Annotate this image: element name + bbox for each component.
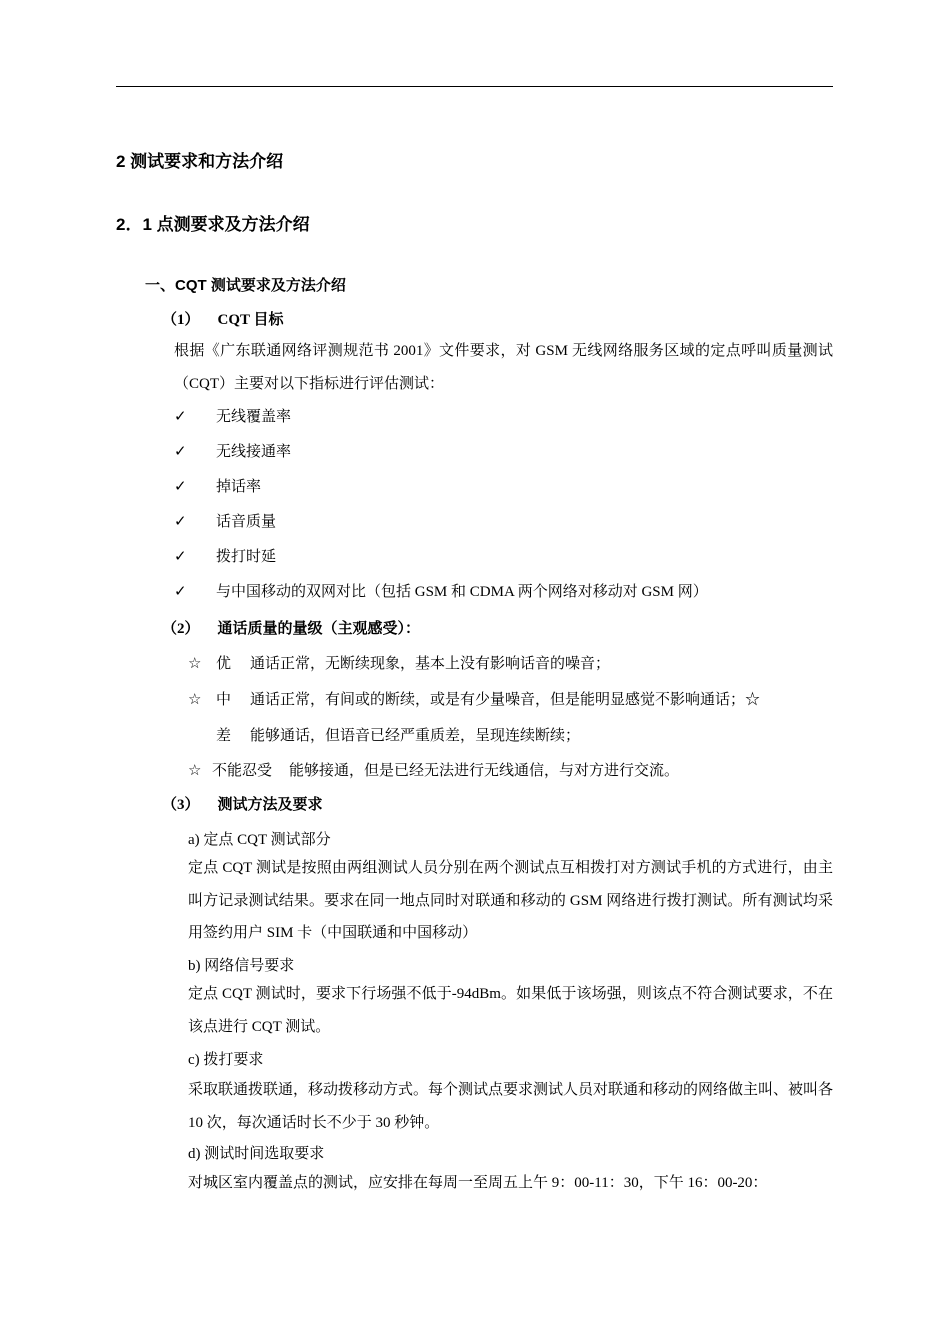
list-item — [174, 545, 276, 566]
grade-description: 能够接通，但是已经无法进行无线通信，与对方进行交流。 — [289, 763, 680, 779]
check-icon: ✓ — [174, 444, 187, 460]
method-section-text: 采取联通拨联通，移动拨移动方式。每个测试点要求测试人员对联通和移动的网络做主叫、被叫各 10 次，每次通话时长不少于 30 秒钟。 — [188, 1082, 834, 1131]
star-icon: ☆ — [188, 692, 202, 708]
list-item — [174, 475, 261, 496]
method-section-label: d) 测试时间选取要求 — [188, 1146, 325, 1162]
grade-label: 优 — [216, 656, 232, 672]
method-section-text: 定点 CQT 测试是按照由两组测试人员分别在两个测试点互相拨打对方测试手机的方式进行，由主叫方记录测试结果。要求在同一地点同时对联通和移动的 GSM 网络进行拨打测试。所有测试均采用签约用户 SIM 卡（中国联通和中国移动） — [188, 860, 833, 941]
method-section-label: c) 拨打要求 — [188, 1052, 264, 1068]
call-quality-number: （2） — [162, 621, 200, 637]
list-item-text: 掉话率 — [216, 479, 262, 495]
section-heading: 2 测试要求和方法介绍 — [116, 152, 284, 171]
list-item — [174, 405, 291, 426]
part-heading: 一、CQT 测试要求及方法介绍 — [145, 277, 346, 294]
list-item-text: 无线接通率 — [216, 444, 292, 460]
check-icon: ✓ — [174, 549, 187, 565]
call-quality-heading — [162, 617, 420, 638]
method-section-text: 对城区室内覆盖点的测试，应安排在每周一至周五上午 9：00-11：30，下午 16：00-20： — [188, 1175, 768, 1191]
list-item-text: 话音质量 — [216, 514, 277, 530]
grade-label: 不能忍受 — [212, 763, 273, 779]
grade-description: 能够通话，但语音已经严重质差，呈现连续断续； — [250, 728, 581, 744]
list-item-text: 与中国移动的双网对比（包括 GSM 和 CDMA 两个网络对移动对 GSM 网） — [216, 584, 708, 600]
test-method-heading — [162, 793, 323, 814]
check-icon: ✓ — [174, 479, 187, 495]
quality-grade-item — [216, 724, 580, 745]
grade-description: 通话正常，无断续现象，基本上没有影响话音的噪音； — [250, 656, 611, 672]
star-icon: ☆ — [188, 763, 202, 779]
quality-grade-item — [188, 759, 679, 780]
test-method-title: 测试方法及要求 — [217, 797, 323, 813]
call-quality-title: 通话质量的量级（主观感受）： — [217, 621, 421, 637]
cqt-goal-heading — [162, 308, 284, 329]
check-icon: ✓ — [174, 514, 187, 530]
list-item — [174, 440, 291, 461]
list-item — [174, 510, 276, 531]
quality-grade-item — [188, 688, 760, 709]
list-item — [174, 580, 708, 601]
list-item-text: 拨打时延 — [216, 549, 277, 565]
subsection-heading: 2．1 点测要求及方法介绍 — [116, 215, 310, 234]
grade-description: 通话正常，有间或的断续，或是有少量噪音，但是能明显感觉不影响通话；☆ — [250, 692, 761, 708]
cqt-goal-title: CQT 目标 — [217, 312, 284, 328]
cqt-goal-paragraph: 根据《广东联通网络评测规范书 2001》文件要求，对 GSM 无线网络服务区域的定点呼叫质量测试（CQT）主要对以下指标进行评估测试： — [174, 343, 833, 392]
check-icon: ✓ — [174, 584, 187, 600]
star-icon: ☆ — [188, 656, 202, 672]
method-section-text: 定点 CQT 测试时，要求下行场强不低于-94dBm。如果低于该场强，则该点不符合测试要求，不在该点进行 CQT 测试。 — [188, 986, 833, 1035]
cqt-goal-number: （1） — [162, 312, 200, 328]
quality-grade-item — [188, 652, 610, 673]
method-section-label: b) 网络信号要求 — [188, 958, 295, 974]
grade-label: 差 — [216, 728, 232, 744]
test-method-number: （3） — [162, 797, 200, 813]
grade-label: 中 — [216, 692, 232, 708]
method-section-label: a) 定点 CQT 测试部分 — [188, 832, 331, 848]
list-item-text: 无线覆盖率 — [216, 409, 292, 425]
check-icon: ✓ — [174, 409, 187, 425]
header-rule — [116, 86, 833, 87]
